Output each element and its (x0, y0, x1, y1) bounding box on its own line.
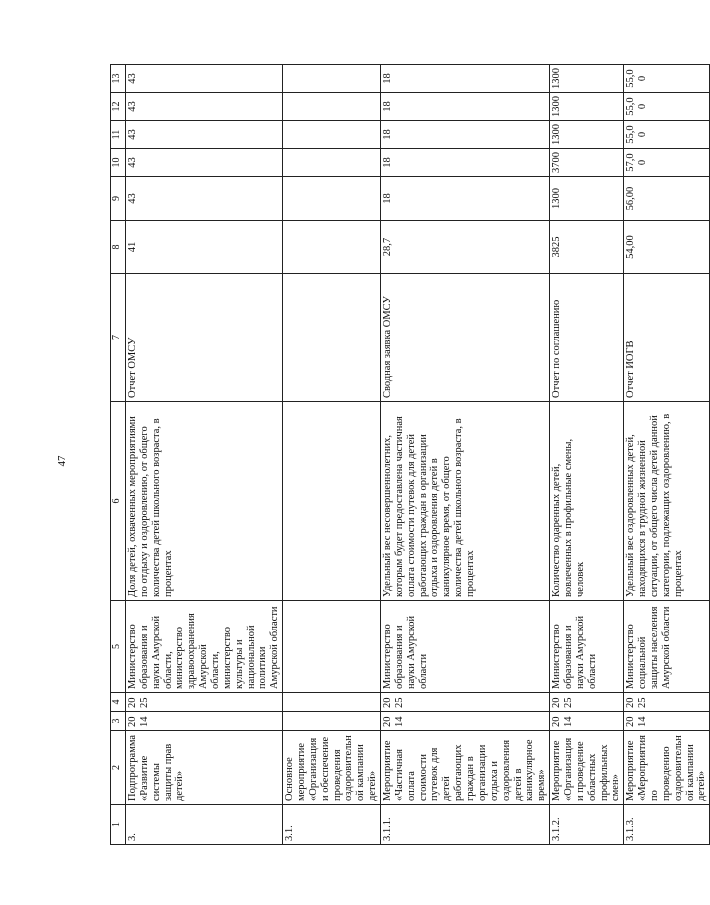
value-cell: 55,00 (624, 93, 710, 121)
start-year: 2014 (381, 712, 550, 731)
value-cell: 43 (126, 149, 283, 177)
table-row (550, 65, 624, 845)
measure-name: Подпрограмма «Развитие системы защиты прав детей» (126, 731, 283, 805)
value-cell: 1300 (550, 121, 624, 149)
value-cell: 56,00 (624, 177, 710, 221)
value-cell (283, 149, 381, 177)
start-year (283, 712, 381, 731)
data-source (283, 274, 381, 402)
value-cell: 3700 (550, 149, 624, 177)
value-cell: 3825 (550, 221, 624, 274)
value-cell: 1300 (550, 65, 624, 93)
value-cell: 54,00 (624, 221, 710, 274)
indicator-name: Количество одаренных детей, вовлеченных в профильные смены, человек (550, 402, 624, 601)
row-number: 3. (126, 805, 283, 845)
start-year: 2014 (126, 712, 283, 731)
value-cell (283, 121, 381, 149)
indicators-table (110, 64, 710, 845)
value-cell: 55,00 (624, 65, 710, 93)
indicator-name: Удельный вес оздоровленных детей, находящихся в трудной жизненной ситуации, от общего числа детей данной категории, подлежащих оздоровлению, в процентах (624, 402, 710, 601)
end-year: 2025 (381, 693, 550, 712)
table-row (624, 65, 710, 845)
indicator-name: Удельный вес несовершеннолетних, которым будет предоставлена частичная оплата стоимости путевок для детей работающих граждан в организации отдыха и оздоровления детей в каникулярное время, от общего количества детей школьного возраста, в процентах (381, 402, 550, 601)
table-row (381, 65, 550, 845)
value-cell: 18 (381, 177, 550, 221)
page-number: 47 (56, 455, 68, 467)
value-cell: 18 (381, 65, 550, 93)
executor: Министерство образования и науки Амурской области (381, 601, 550, 693)
row-number: 3.1.1. (381, 805, 550, 845)
value-cell: 18 (381, 149, 550, 177)
table-row (283, 65, 381, 845)
start-year: 2014 (550, 712, 624, 731)
header-cell: 6 (111, 402, 126, 601)
value-cell: 57,00 (624, 149, 710, 177)
header-cell: 2 (111, 731, 126, 805)
value-cell: 43 (126, 65, 283, 93)
value-cell: 18 (381, 93, 550, 121)
data-source: Отчет по соглашению (550, 274, 624, 402)
value-cell: 1300 (550, 177, 624, 221)
executor: Министерство социальной защиты населения Амурской области (624, 601, 710, 693)
row-number: 3.1.3. (624, 805, 710, 845)
indicator-name (283, 402, 381, 601)
header-cell: 8 (111, 221, 126, 274)
header-cell: 12 (111, 93, 126, 121)
value-cell: 55,00 (624, 121, 710, 149)
value-cell: 43 (126, 93, 283, 121)
executor: Министерство образования и науки Амурской области (550, 601, 624, 693)
data-source: Отчет ОМСУ (126, 274, 283, 402)
executor (283, 601, 381, 693)
header-cell: 7 (111, 274, 126, 402)
value-cell: 43 (126, 177, 283, 221)
executor: Министерство образования и науки Амурской области, министерство здравоохранения Амурской области, министерство культуры и национальной политики Амурской области (126, 601, 283, 693)
row-number: 3.1.2. (550, 805, 624, 845)
value-cell (283, 65, 381, 93)
value-cell: 18 (381, 121, 550, 149)
row-number: 3.1. (283, 805, 381, 845)
header-cell: 1 (111, 805, 126, 845)
header-cell: 13 (111, 65, 126, 93)
header-cell: 10 (111, 149, 126, 177)
measure-name: Основное мероприятие «Организация и обеспечение проведения оздоровительной кампании детей» (283, 731, 381, 805)
end-year: 2025 (624, 693, 710, 712)
rotated-table-container (110, 65, 708, 845)
header-row (111, 65, 126, 845)
table-row (126, 65, 283, 845)
end-year (283, 693, 381, 712)
measure-name: Мероприятие «Мероприятия по проведению оздоровительной кампании детей» (624, 731, 710, 805)
measure-name: Мероприятие «Организация и проведение областных профильных смен» (550, 731, 624, 805)
value-cell (283, 221, 381, 274)
header-cell: 11 (111, 121, 126, 149)
end-year: 2025 (550, 693, 624, 712)
header-cell: 9 (111, 177, 126, 221)
value-cell (283, 93, 381, 121)
data-source: Отчет ИОГВ (624, 274, 710, 402)
measure-name: Мероприятие «Частичная оплата стоимости путевок для детей работающих граждан в организации отдыха и оздоровления детей в каникулярное время» (381, 731, 550, 805)
value-cell (283, 177, 381, 221)
value-cell: 41 (126, 221, 283, 274)
value-cell: 28,7 (381, 221, 550, 274)
end-year: 2025 (126, 693, 283, 712)
header-cell: 4 (111, 693, 126, 712)
data-source: Сводная заявка ОМСУ (381, 274, 550, 402)
indicator-name: Доля детей, охваченных мероприятиями по отдыху и оздоровлению, от общего количества детей школьного возраста, в процентах (126, 402, 283, 601)
header-cell: 5 (111, 601, 126, 693)
value-cell: 43 (126, 121, 283, 149)
value-cell: 1300 (550, 93, 624, 121)
start-year: 2014 (624, 712, 710, 731)
header-cell: 3 (111, 712, 126, 731)
